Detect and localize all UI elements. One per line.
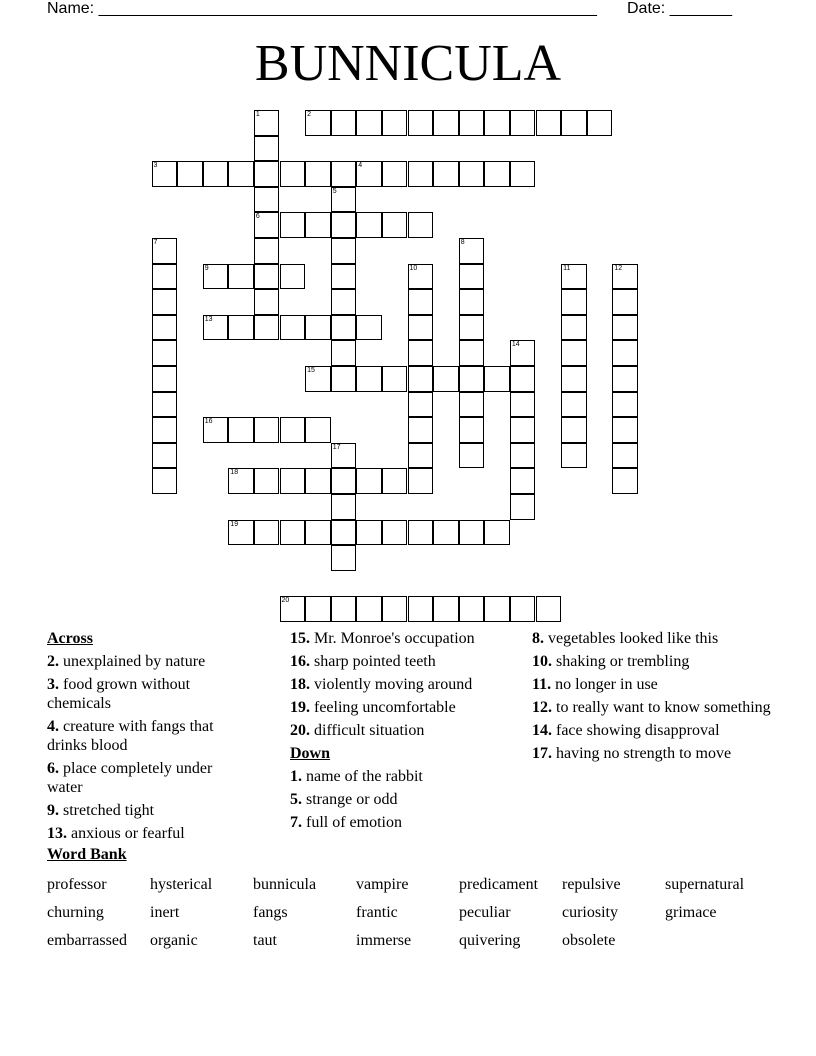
clue-across-15: 15. Mr. Monroe's occupation — [290, 630, 475, 647]
crossword-cell[interactable] — [510, 110, 536, 136]
crossword-cell[interactable] — [382, 520, 408, 546]
crossword-cell[interactable] — [459, 289, 485, 315]
crossword-cell[interactable] — [459, 161, 485, 187]
crossword-cell[interactable] — [408, 264, 434, 290]
crossword-cell[interactable] — [203, 417, 229, 443]
word-bank-item: obsolete — [562, 932, 616, 949]
word-bank-item: peculiar — [459, 904, 511, 921]
clue-number: 17 — [332, 443, 341, 451]
clue-across-6: 6. place completely under water — [47, 760, 213, 796]
crossword-cell[interactable] — [331, 187, 357, 213]
crossword-cell[interactable] — [561, 443, 587, 469]
crossword-cell[interactable] — [510, 494, 536, 520]
date-field[interactable]: Date: _______ — [627, 0, 732, 17]
crossword-cell[interactable] — [280, 161, 306, 187]
crossword-cell[interactable] — [356, 110, 382, 136]
clue-across-3: 3. food grown without chemicals — [47, 676, 191, 712]
crossword-cell[interactable] — [612, 417, 638, 443]
crossword-cell[interactable] — [408, 392, 434, 418]
crossword-cell[interactable] — [356, 520, 382, 546]
crossword-cell[interactable] — [280, 212, 306, 238]
crossword-cell[interactable] — [228, 417, 254, 443]
clue-number: 14 — [511, 341, 520, 349]
crossword-cell[interactable] — [484, 366, 510, 392]
crossword-cell[interactable] — [484, 110, 510, 136]
crossword-cell[interactable] — [408, 315, 434, 341]
crossword-cell[interactable] — [331, 315, 357, 341]
crossword-cell[interactable] — [408, 161, 434, 187]
word-bank-item: supernatural — [665, 876, 745, 893]
crossword-cell[interactable] — [152, 161, 178, 187]
crossword-cell[interactable] — [484, 520, 510, 546]
crossword-cell[interactable] — [612, 366, 638, 392]
crossword-cell[interactable] — [612, 264, 638, 290]
crossword-cell[interactable] — [305, 315, 331, 341]
clue-number: 11 — [563, 264, 571, 272]
clue-down-17: 17. having no strength to move — [532, 745, 732, 762]
clue-number: 19 — [230, 520, 239, 528]
crossword-cell[interactable] — [152, 238, 178, 264]
crossword-cell[interactable] — [408, 417, 434, 443]
crossword-cell[interactable] — [459, 315, 485, 341]
crossword-cell[interactable] — [203, 161, 229, 187]
crossword-cell[interactable] — [254, 238, 280, 264]
down-heading: Down — [290, 745, 331, 762]
crossword-cell[interactable] — [356, 161, 382, 187]
crossword-cell[interactable] — [561, 110, 587, 136]
crossword-cell[interactable] — [254, 161, 280, 187]
across-heading: Across — [47, 630, 93, 647]
crossword-cell[interactable] — [331, 468, 357, 494]
crossword-cell[interactable] — [228, 468, 254, 494]
clue-number: 6 — [255, 213, 260, 221]
crossword-cell[interactable] — [382, 366, 408, 392]
crossword-cell[interactable] — [561, 315, 587, 341]
crossword-cell[interactable] — [254, 187, 280, 213]
word-bank-item: organic — [150, 932, 198, 949]
crossword-cell[interactable] — [510, 417, 536, 443]
crossword-cell[interactable] — [228, 520, 254, 546]
crossword-cell[interactable] — [331, 264, 357, 290]
crossword-cell[interactable] — [382, 468, 408, 494]
crossword-cell[interactable] — [305, 520, 331, 546]
clue-number: 5 — [332, 187, 337, 195]
crossword-cell[interactable] — [382, 596, 408, 622]
crossword-cell[interactable] — [510, 468, 536, 494]
crossword-cell[interactable] — [587, 110, 613, 136]
crossword-cell[interactable] — [331, 110, 357, 136]
clue-across-18: 18. violently moving around — [290, 676, 473, 693]
crossword-cell[interactable] — [561, 340, 587, 366]
crossword-cell[interactable] — [280, 315, 306, 341]
crossword-cell[interactable] — [331, 494, 357, 520]
crossword-cell[interactable] — [484, 596, 510, 622]
crossword-cell[interactable] — [331, 545, 357, 571]
crossword-cell[interactable] — [254, 520, 280, 546]
crossword-cell[interactable] — [459, 340, 485, 366]
crossword-cell[interactable] — [280, 468, 306, 494]
clue-across-16: 16. sharp pointed teeth — [290, 653, 436, 670]
crossword-cell[interactable] — [177, 161, 203, 187]
crossword-cell[interactable] — [408, 443, 434, 469]
crossword-cell[interactable] — [331, 520, 357, 546]
clue-number: 13 — [204, 315, 213, 323]
word-bank-item: embarrassed — [47, 932, 127, 949]
word-bank-item: curiosity — [562, 904, 618, 921]
clue-across-9: 9. stretched tight — [47, 802, 155, 819]
crossword-cell[interactable] — [331, 340, 357, 366]
crossword-cell[interactable] — [331, 443, 357, 469]
crossword-cell[interactable] — [484, 161, 510, 187]
crossword-cell[interactable] — [459, 264, 485, 290]
crossword-cell[interactable] — [408, 366, 434, 392]
word-bank-item: professor — [47, 876, 107, 893]
crossword-cell[interactable] — [612, 443, 638, 469]
crossword-cell[interactable] — [408, 596, 434, 622]
clue-number: 12 — [614, 264, 623, 272]
crossword-cell[interactable] — [356, 366, 382, 392]
crossword-cell[interactable] — [561, 289, 587, 315]
clues-column-1 — [47, 629, 247, 847]
word-bank-item: immerse — [356, 932, 412, 949]
clue-down-14: 14. face showing disapproval — [532, 722, 720, 739]
clue-across-20: 20. difficult situation — [290, 722, 425, 739]
crossword-cell[interactable] — [152, 366, 178, 392]
crossword-cell[interactable] — [305, 366, 331, 392]
crossword-cell[interactable] — [510, 596, 536, 622]
word-bank-item: repulsive — [562, 876, 621, 893]
crossword-cell[interactable] — [561, 392, 587, 418]
crossword-cell[interactable] — [305, 468, 331, 494]
clue-number: 7 — [153, 239, 158, 246]
clue-down-1: 1. name of the rabbit — [290, 768, 423, 785]
crossword-cell[interactable] — [536, 110, 562, 136]
word-bank-item: predicament — [459, 876, 539, 893]
clue-down-11: 11. no longer in use — [532, 676, 658, 693]
crossword-cell[interactable] — [510, 443, 536, 469]
crossword-cell[interactable] — [152, 264, 178, 290]
clue-down-8: 8. vegetables looked like this — [532, 630, 719, 647]
crossword-cell[interactable] — [612, 392, 638, 418]
crossword-cell[interactable] — [305, 596, 331, 622]
crossword-cell[interactable] — [305, 161, 331, 187]
crossword-cell[interactable] — [254, 264, 280, 290]
crossword-cell[interactable] — [254, 417, 280, 443]
clue-number: 3 — [153, 162, 158, 170]
crossword-cell[interactable] — [510, 392, 536, 418]
crossword-cell[interactable] — [254, 212, 280, 238]
crossword-cell[interactable] — [612, 315, 638, 341]
crossword-cell[interactable] — [152, 417, 178, 443]
clues-column-3 — [532, 629, 772, 767]
crossword-cell[interactable] — [305, 212, 331, 238]
crossword-cell[interactable] — [408, 110, 434, 136]
crossword-cell[interactable] — [536, 596, 562, 622]
crossword-cell[interactable] — [459, 596, 485, 622]
clue-down-5: 5. strange or odd — [290, 791, 398, 808]
crossword-cell[interactable] — [459, 520, 485, 546]
crossword-cell[interactable] — [612, 468, 638, 494]
clue-number: 8 — [460, 239, 465, 246]
crossword-cell[interactable] — [280, 596, 306, 622]
crossword-cell[interactable] — [152, 468, 178, 494]
crossword-cell[interactable] — [356, 315, 382, 341]
word-bank-item: churning — [47, 904, 104, 921]
crossword-cell[interactable] — [561, 264, 587, 290]
crossword-cell[interactable] — [561, 366, 587, 392]
crossword-cell[interactable] — [331, 212, 357, 238]
crossword-cell[interactable] — [382, 212, 408, 238]
crossword-cell[interactable] — [280, 264, 306, 290]
clue-number: 1 — [255, 111, 260, 118]
crossword-cell[interactable] — [433, 596, 459, 622]
crossword-cell[interactable] — [331, 366, 357, 392]
crossword-cell[interactable] — [382, 110, 408, 136]
crossword-cell[interactable] — [254, 289, 280, 315]
crossword-cell[interactable] — [356, 212, 382, 238]
crossword-cell[interactable] — [331, 289, 357, 315]
crossword-cell[interactable] — [228, 264, 254, 290]
crossword-cell[interactable] — [433, 520, 459, 546]
page-title: BUNNICULA — [254, 35, 562, 92]
clue-number: 9 — [204, 264, 209, 272]
crossword-cell[interactable] — [459, 238, 485, 264]
clue-number: 15 — [307, 367, 315, 374]
clue-number: 20 — [281, 597, 290, 605]
crossword-cell[interactable] — [152, 340, 178, 366]
word-bank-item: fangs — [253, 904, 288, 921]
clue-down-12: 12. to really want to know something — [532, 699, 771, 716]
crossword-cell[interactable] — [331, 161, 357, 187]
clue-number: 4 — [358, 162, 363, 170]
clues-column-2 — [290, 629, 520, 836]
crossword-cell[interactable] — [561, 417, 587, 443]
crossword-cell[interactable] — [152, 315, 178, 341]
word-bank-item: bunnicula — [253, 876, 317, 893]
crossword-cell[interactable] — [203, 264, 229, 290]
crossword-cell[interactable] — [433, 366, 459, 392]
clue-across-2: 2. unexplained by nature — [47, 653, 206, 670]
clue-number: 18 — [230, 469, 239, 477]
crossword-cell[interactable] — [408, 468, 434, 494]
word-bank-item: taut — [253, 932, 277, 949]
word-bank-item: inert — [150, 904, 180, 921]
clue-across-4: 4. creature with fangs that drinks blood — [47, 718, 214, 754]
crossword-cell[interactable] — [152, 443, 178, 469]
word-bank — [47, 875, 787, 950]
crossword-cell[interactable] — [280, 520, 306, 546]
crossword-cell[interactable] — [228, 315, 254, 341]
crossword-cell[interactable] — [612, 340, 638, 366]
crossword-cell[interactable] — [459, 443, 485, 469]
crossword-cell[interactable] — [459, 366, 485, 392]
crossword-cell[interactable] — [408, 212, 434, 238]
crossword-cell[interactable] — [254, 110, 280, 136]
crossword-cell[interactable] — [254, 136, 280, 162]
clue-number: 16 — [204, 418, 213, 426]
crossword-cell[interactable] — [382, 161, 408, 187]
clue-number: 2 — [307, 111, 311, 118]
word-bank-item: grimace — [665, 904, 717, 921]
clue-across-19: 19. feeling uncomfortable — [290, 699, 456, 716]
clue-across-13: 13. anxious or fearful — [47, 825, 185, 842]
crossword-cell[interactable] — [459, 392, 485, 418]
crossword-cell[interactable] — [510, 161, 536, 187]
clue-down-7: 7. full of emotion — [290, 814, 402, 831]
crossword-cell[interactable] — [305, 417, 331, 443]
crossword-cell[interactable] — [331, 238, 357, 264]
clue-down-10: 10. shaking or trembling — [532, 653, 690, 670]
word-bank-item: frantic — [356, 904, 398, 921]
crossword-cell[interactable] — [228, 161, 254, 187]
word-bank-item: hysterical — [150, 876, 213, 893]
crossword-cell[interactable] — [433, 161, 459, 187]
crossword-cell[interactable] — [510, 366, 536, 392]
crossword-cell[interactable] — [152, 289, 178, 315]
word-bank-item: vampire — [356, 876, 409, 893]
crossword-cell[interactable] — [408, 520, 434, 546]
crossword-cell[interactable] — [356, 468, 382, 494]
clue-number: 10 — [409, 264, 418, 272]
crossword-cell[interactable] — [152, 392, 178, 418]
crossword-cell[interactable] — [612, 289, 638, 315]
crossword-cell[interactable] — [459, 417, 485, 443]
crossword-cell[interactable] — [254, 315, 280, 341]
crossword-cell[interactable] — [203, 315, 229, 341]
word-bank-heading: Word Bank — [47, 846, 127, 863]
crossword-cell[interactable] — [254, 468, 280, 494]
crossword-cell[interactable] — [433, 110, 459, 136]
crossword-cell[interactable] — [408, 289, 434, 315]
crossword-cell[interactable] — [510, 340, 536, 366]
crossword-cell[interactable] — [408, 340, 434, 366]
name-field[interactable]: Name: ________________________________________________________ — [47, 0, 597, 17]
crossword-cell[interactable] — [331, 596, 357, 622]
crossword-cell[interactable] — [356, 596, 382, 622]
crossword-cell[interactable] — [459, 110, 485, 136]
crossword-cell[interactable] — [305, 110, 331, 136]
crossword-cell[interactable] — [280, 417, 306, 443]
word-bank-item: quivering — [459, 932, 521, 949]
